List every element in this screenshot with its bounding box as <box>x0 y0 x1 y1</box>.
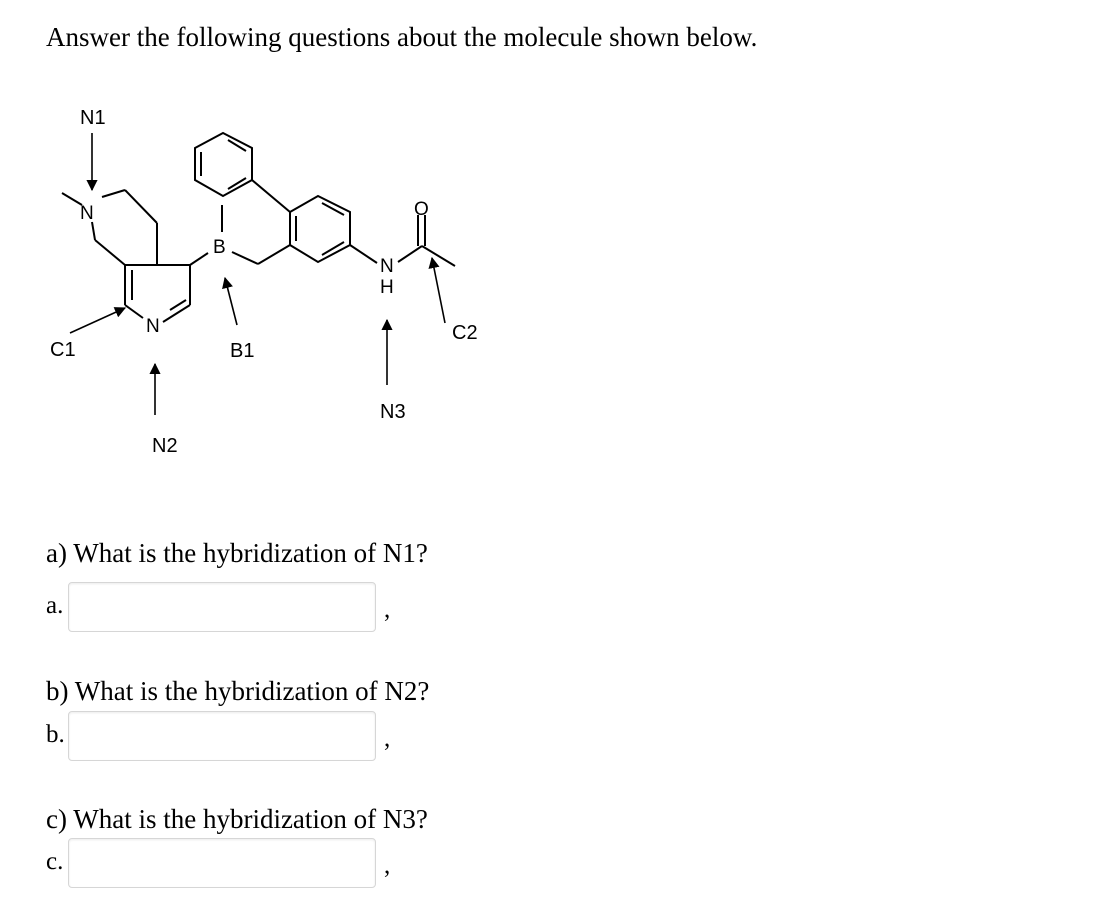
label-b1: B1 <box>230 340 255 362</box>
answer-prefix-c: c. <box>46 848 64 875</box>
answer-input-a[interactable] <box>68 582 376 632</box>
answer-prefix-a: a. <box>46 592 64 619</box>
atom-n-amine: N <box>80 203 94 224</box>
answer-separator-a: , <box>384 596 391 623</box>
label-c2: C2 <box>452 322 478 344</box>
molecule-diagram <box>30 95 550 475</box>
atom-boron: B <box>213 237 226 258</box>
atom-oxygen: O <box>414 199 429 220</box>
atom-n-pyridine: N <box>146 316 160 337</box>
atom-n-amide: N <box>380 256 394 277</box>
question-intro: Answer the following questions about the molecule shown below. <box>46 22 758 52</box>
answer-separator-b: , <box>384 725 391 752</box>
label-n1: N1 <box>80 107 106 129</box>
label-n2: N2 <box>152 435 178 457</box>
answer-input-b[interactable] <box>68 711 376 761</box>
label-c1: C1 <box>50 339 76 361</box>
answer-prefix-b: b. <box>46 721 65 748</box>
molecule-bonds <box>62 133 455 322</box>
atom-h-amide: H <box>380 277 394 298</box>
question-c: c) What is the hybridization of N3? <box>46 804 428 834</box>
question-a: a) What is the hybridization of N1? <box>46 538 428 568</box>
answer-separator-c: , <box>384 852 391 879</box>
answer-input-c[interactable] <box>68 838 376 888</box>
label-n3: N3 <box>380 401 406 423</box>
question-b: b) What is the hybridization of N2? <box>46 676 430 706</box>
